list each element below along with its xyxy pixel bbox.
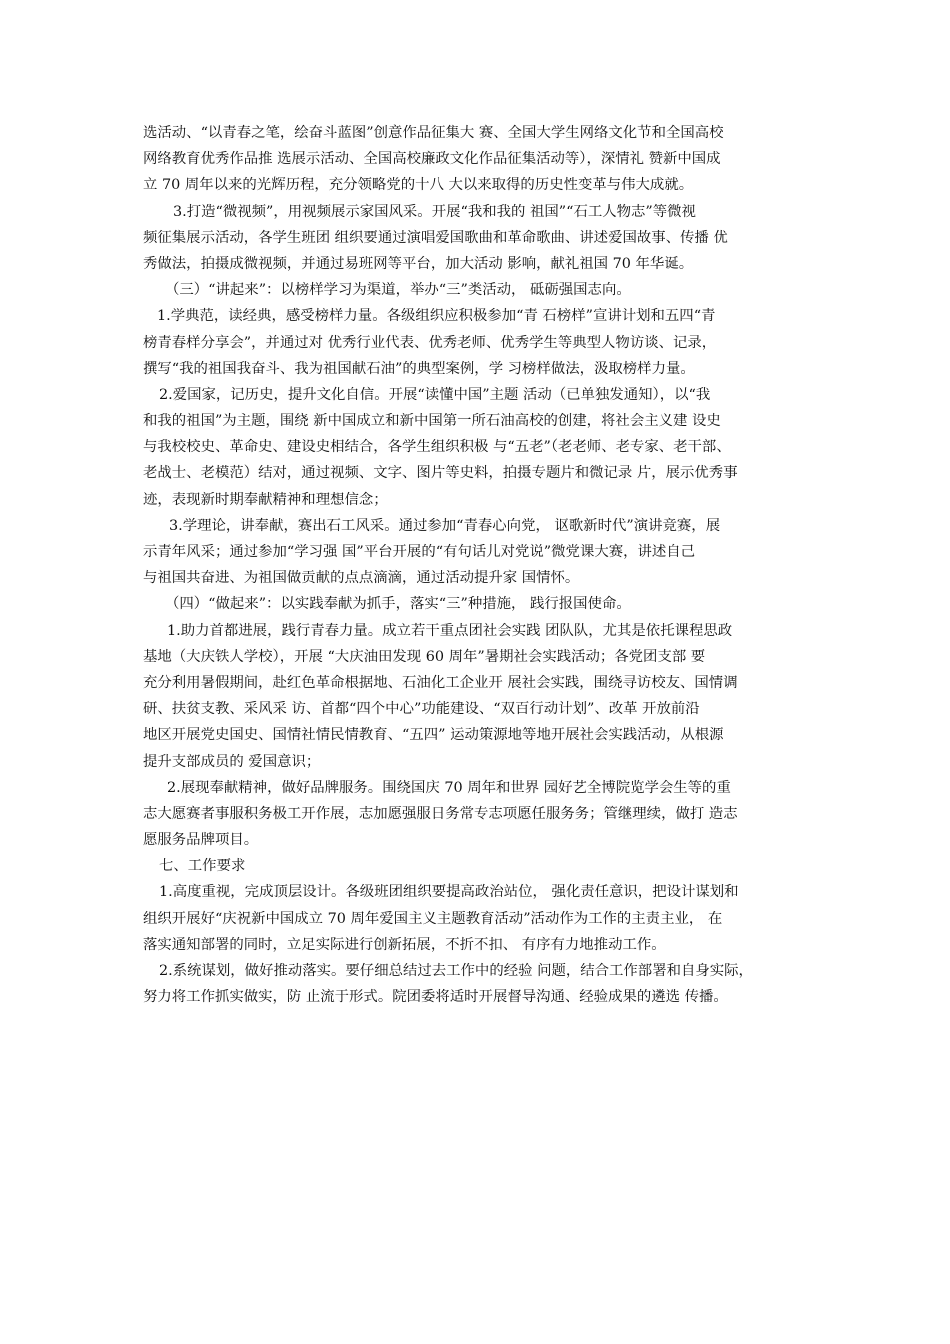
document-body <box>143 120 823 1010</box>
text-line: 老战士、老模范）结对，通过视频、文字、图片等史料，拍摄专题片和微记录 片，展示优秀事 <box>143 465 738 482</box>
text-line: （四）“做起来”：以实践奉献为抓手，落实“三”种措施， 践行报国使命。 <box>165 596 631 613</box>
text-line: 立 70 周年以来的光辉历程，充分领略党的十八 大以来取得的历史性变革与伟大成就。 <box>143 177 694 194</box>
text-line: 2.爱国家，记历史，提升文化自信。开展“读懂中国”主题 活动（已单独发通知），以“我 <box>159 386 711 403</box>
text-line: 选活动、“以青春之笔，绘奋斗蓝图”创意作品征集大 赛、全国大学生网络文化节和全国高校 <box>143 125 724 141</box>
text-line: 与祖国共奋进、为祖国做贡献的点点滴滴，通过活动提升家 国情怀。 <box>143 570 580 587</box>
text-line: 与我校校史、革命史、建设史相结合，各学生组织积极 与“五老”（老老师、老专家、老干部、 <box>143 439 731 456</box>
text-line: 和我的祖国”为主题，围绕 新中国成立和新中国第一所石油高校的创建，将社会主义建 设史 <box>143 413 721 430</box>
text-line: 研、扶贫支教、采风采 访、首都“四个中心”功能建设、“双百行动计划”、改革 开放前沿 <box>143 701 700 718</box>
text-line: （三）“讲起来”：以榜样学习为渠道，举办“三”类活动， 砥砺强国志向。 <box>165 282 631 299</box>
text-line: 愿服务品牌项目。 <box>143 832 259 849</box>
text-line: 3.打造“微视频”，用视频展示家国风采。开展“我和我的 祖国”“石工人物志”等微视 <box>173 203 696 220</box>
text-line: 志大愿赛者事服积务极工开作展，志加愿强服日务常专志项愿任服务务；管继理续，做打 造志 <box>143 805 738 822</box>
text-line: 频征集展示活动，各学生班团 组织要通过演唱爱国歌曲和革命歌曲、讲述爱国故事、传播 优 <box>143 229 728 246</box>
text-line: 2.展现奉献精神，做好品牌服务。围绕国庆 70 周年和世界 园好艺全博院览学会生等的重 <box>167 779 731 796</box>
text-line: 地区开展党史国史、国情社情民情教育、“五四” 运动策源地等地开展社会实践活动，从根源 <box>143 727 724 744</box>
text-line: 示青年风采；通过参加“学习强 国”平台开展的“有句话儿对党说”微党课大赛，讲述自己 <box>143 544 696 560</box>
text-line: 2.系统谋划，做好推动落实。要仔细总结过去工作中的经验 问题，结合工作部署和自身实际， <box>159 963 753 979</box>
text-line: 努力将工作抓实做实，防 止流于形式。院团委将适时开展督导沟通、经验成果的遴选 传播。 <box>143 989 728 1006</box>
text-line: 落实通知部署的同时，立足实际进行创新拓展，不折不扣、 有序有力地推动工作。 <box>143 936 666 953</box>
text-line: 1.学典范，读经典，感受榜样力量。各级组织应积极参加“青 石榜样”宣讲计划和五四“青 <box>157 308 716 325</box>
text-line: 充分利用暑假期间，赴红色革命根据地、石油化工企业开 展社会实践，围绕寻访校友、国情调 <box>143 674 738 691</box>
text-line: 基地（大庆铁人学校），开展 “大庆油田发现 60 周年”暑期社会实践活动；各党团支部 要 <box>143 648 706 665</box>
text-line: 秀做法，拍摄成微视频，并通过易班网等平台，加大活动 影响，献礼祖国 70 年华诞。 <box>143 255 694 272</box>
text-line: 迹，表现新时期奉献精神和理想信念； <box>143 491 388 508</box>
text-line: 3.学理论，讲奉献，赛出石工风采。通过参加“青春心向党， 讴歌新时代”演讲竞赛，展 <box>169 517 721 534</box>
text-line: 组织开展好“庆祝新中国成立 70 周年爱国主义主题教育活动”活动作为工作的主责主业， 在 <box>143 910 723 927</box>
text-line: 七、工作要求 <box>159 858 246 875</box>
text-line: 网络教育优秀作品推 选展示活动、全国高校廉政文化作品征集活动等），深情礼 赞新中国成 <box>143 151 721 168</box>
text-line: 1.高度重视，完成顶层设计。各级班团组织要提高政治站位， 强化责任意识，把设计谋划和 <box>159 884 739 901</box>
text-line: 提升支部成员的 爱国意识； <box>143 753 321 770</box>
text-line: 撰写“我的祖国我奋斗、我为祖国献石油”的典型案例，学 习榜样做法，汲取榜样力量。 <box>143 360 695 377</box>
text-line: 榜青春样分享会”，并通过对 优秀行业代表、优秀老师、优秀学生等典型人物访谈、记录， <box>143 334 717 351</box>
text-line: 1.助力首都进展，践行青春力量。成立若干重点团社会实践 团队队，尤其是依托课程思政 <box>167 622 733 639</box>
